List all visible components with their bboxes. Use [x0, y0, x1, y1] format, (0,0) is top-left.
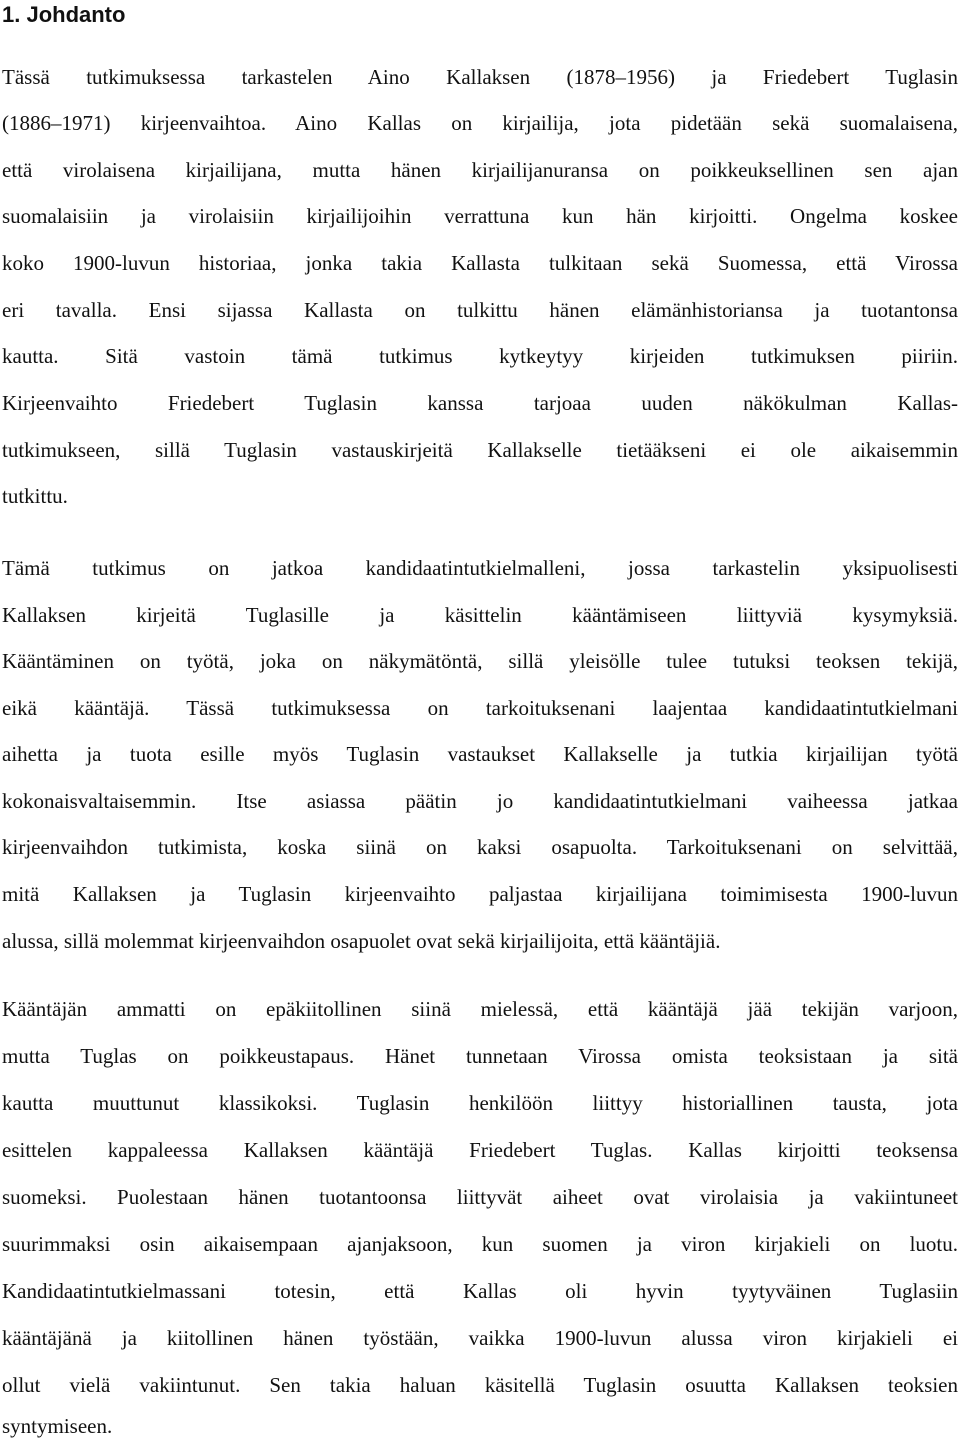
- text-line: kääntäjänä ja kiitollinen hänen työstään, vaikka 1900-luvun alussa viron kirjakieli ei: [2, 1326, 958, 1350]
- text-line: tutkittu.: [2, 484, 68, 508]
- text-line: aihetta ja tuota esille myös Tuglasin vastaukset Kallakselle ja tutkia kirjailijan työtä: [2, 742, 958, 766]
- text-line: Kandidaatintutkielmassani totesin, että Kallas oli hyvin tyytyväinen Tuglasiin: [2, 1279, 958, 1303]
- text-line: että virolaisena kirjailijana, mutta hänen kirjailijanuransa on poikkeuksellinen sen ajan: [2, 158, 958, 182]
- text-line: Tämä tutkimus on jatkoa kandidaatintutkielmalleni, jossa tarkastelin yksipuolisesti: [2, 556, 958, 580]
- text-line: alussa, sillä molemmat kirjeenvaihdon osapuolet ovat sekä kirjailijoita, että kääntäjiä.: [2, 929, 721, 953]
- text-line: eri tavalla. Ensi sijassa Kallasta on tulkittu hänen elämänhistoriansa ja tuotantonsa: [2, 298, 958, 322]
- text-line: esittelen kappaleessa Kallaksen kääntäjä Friedebert Tuglas. Kallas kirjoitti teoksensa: [2, 1138, 958, 1162]
- text-line: tutkimukseen, sillä Tuglasin vastauskirjeitä Kallakselle tietääkseni ei ole aikaisemmin: [2, 438, 958, 462]
- text-line: Kallaksen kirjeitä Tuglasille ja käsittelin kääntämiseen liittyviä kysymyksiä.: [2, 603, 958, 627]
- text-line: ollut vielä vakiintunut. Sen takia haluan käsitellä Tuglasin osuutta Kallaksen teoksien: [2, 1373, 958, 1397]
- text-line: Tässä tutkimuksessa tarkastelen Aino Kallaksen (1878–1956) ja Friedebert Tuglasin: [2, 65, 958, 89]
- text-line: mutta Tuglas on poikkeustapaus. Hänet tunnetaan Virossa omista teoksistaan ja sitä: [2, 1044, 958, 1068]
- text-line: kautta. Sitä vastoin tämä tutkimus kytkeytyy kirjeiden tutkimuksen piiriin.: [2, 344, 958, 368]
- section-heading: 1. Johdanto: [2, 2, 126, 27]
- text-line: syntymiseen.: [2, 1414, 113, 1438]
- text-line: Kääntäjän ammatti on epäkiitollinen siinä mielessä, että kääntäjä jää tekijän varjoon,: [2, 997, 958, 1021]
- text-line: Kääntäminen on työtä, joka on näkymätöntä, sillä yleisölle tulee tutuksi teoksen tekijä,: [2, 649, 958, 673]
- text-line: koko 1900-luvun historiaa, jonka takia Kallasta tulkitaan sekä Suomessa, että Virossa: [2, 251, 958, 275]
- text-line: suurimmaksi osin aikaisempaan ajanjaksoon, kun suomen ja viron kirjakieli on luotu.: [2, 1232, 958, 1256]
- text-line: Kirjeenvaihto Friedebert Tuglasin kanssa tarjoaa uuden näkökulman Kallas-: [2, 391, 958, 415]
- text-line: kokonaisvaltaisemmin. Itse asiassa päätin jo kandidaatintutkielmani vaiheessa jatkaa: [2, 789, 958, 813]
- text-line: eikä kääntäjä. Tässä tutkimuksessa on tarkoituksenani laajentaa kandidaatintutkielmani: [2, 696, 958, 720]
- text-line: kautta muuttunut klassikoksi. Tuglasin henkilöön liittyy historiallinen tausta, jota: [2, 1091, 958, 1115]
- text-line: kirjeenvaihdon tutkimista, koska siinä on kaksi osapuolta. Tarkoituksenani on selvittää,: [2, 835, 958, 859]
- text-line: mitä Kallaksen ja Tuglasin kirjeenvaihto paljastaa kirjailijana toimimisesta 1900-luvun: [2, 882, 958, 906]
- text-line: suomeksi. Puolestaan hänen tuotantoonsa liittyvät aiheet ovat virolaisia ja vakiintuneet: [2, 1185, 958, 1209]
- text-line: suomalaisiin ja virolaisiin kirjailijoihin verrattuna kun hän kirjoitti. Ongelma koskee: [2, 204, 958, 228]
- text-line: (1886–1971) kirjeenvaihtoa. Aino Kallas on kirjailija, jota pidetään sekä suomalaisena,: [2, 111, 958, 135]
